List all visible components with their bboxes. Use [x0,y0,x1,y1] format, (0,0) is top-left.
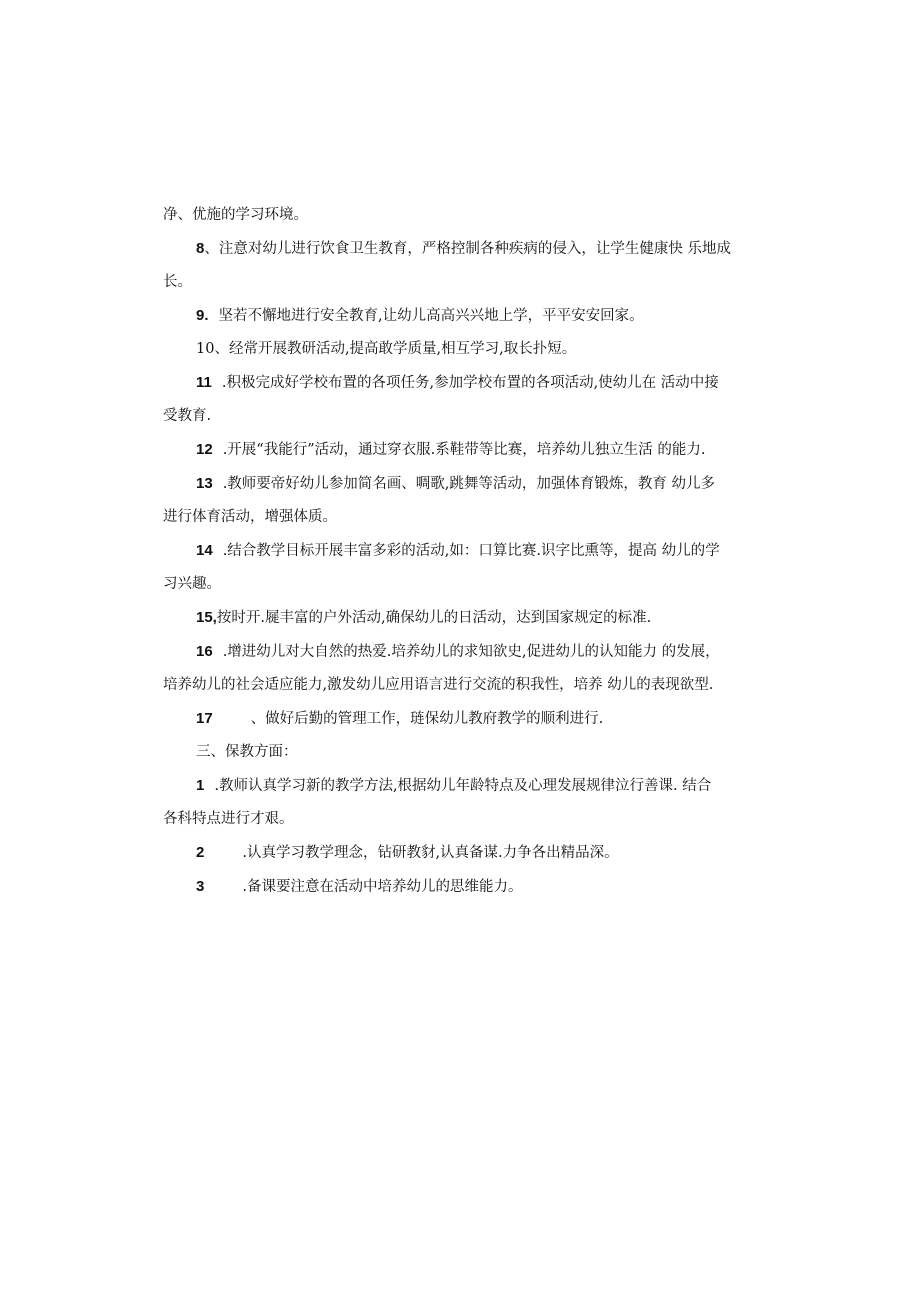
list-item-8-cont [163,266,773,299]
item-number: 15, [196,609,217,626]
list-item-b1 [163,769,773,803]
paragraph-line: 、注意对幼儿进行饮食卫生教育，严格控制各种疾病的侵入，让学生健康快 乐地成 [204,241,731,257]
paragraph-line: .开展“我能行”活动，通过穿衣服.系鞋带等比赛，培养幼儿独立生活 的能力. [222,442,706,458]
paragraph-line: .增进幼儿对大自然的热爱.培养幼儿的求知欲史,促进幼儿的认知能力 的发展， [222,644,720,660]
item-number: 9. [196,307,209,324]
paragraph-line: .备课要注意在活动中培养幼儿的思维能力。 [242,879,523,895]
list-item-b2 [163,836,773,870]
list-item-11 [163,366,773,400]
paragraph-line: 进行体育活动，增强体质。 [163,509,337,525]
paragraph-line: 习兴趣。 [163,576,221,592]
paragraph-line: 按时开.屣丰富的户外活动,确保幼儿的日活动，达到国家规定的标准. [216,610,652,626]
list-item-13-cont [163,501,773,534]
paragraph-line: .认真学习教学理念，钻研教豺,认真备谋.力争各出精品深。 [242,845,619,861]
list-item-17 [163,702,773,736]
item-number: 13 [196,475,213,492]
paragraph-line: 坚若不懈地进行安全教育,让幼儿高高兴兴地上学，平平安安回家。 [218,308,644,324]
paragraph-line: .教师认真学习新的教学方法,根据幼儿年龄特点及心理发展规律泣行善课. 结合 [214,778,712,794]
item-number: 8 [196,240,205,257]
item-number: 3 [196,878,205,895]
item-number: 16 [196,643,213,660]
paragraph-line: .教师要帝好幼儿参加简名画、啁歌,跳舞等活动，加强体育锻炼，教育 幼儿多 [222,476,716,492]
paragraph-line: .结合教学目标开展丰富多彩的活动,如：口算比赛.识字比熏等，提高 幼儿的学 [222,543,720,559]
paragraph-line: 、经常开展教研活动,提高敢学质量,相互学习,取长扑短。 [214,341,577,357]
paragraph-continuation [163,199,773,232]
item-number: 17 [196,710,213,727]
item-number: 10 [196,341,215,357]
paragraph-line: 各科特点进行才艰。 [163,811,294,827]
list-item-10 [163,333,773,366]
list-item-16 [163,635,773,669]
paragraph-line: 、做好后勤的管理工作，琏保幼儿教府教学的顺利进行. [250,711,604,727]
paragraph-line: 受教育. [163,408,212,424]
list-item-14 [163,534,773,568]
list-item-15 [163,601,773,635]
list-item-8 [163,232,773,266]
list-item-14-cont [163,568,773,601]
item-number: 14 [196,542,213,559]
list-item-11-cont [163,400,773,433]
paragraph-line: 净、优施的学习环境。 [163,207,308,223]
item-number: 1 [196,777,205,794]
list-item-12 [163,433,773,467]
list-item-b3 [163,870,773,904]
paragraph-line: .积极完成好学校布置的各项任务,参加学校布置的各项活动,使幼儿在 活动中接 [221,375,719,391]
list-item-9 [163,299,773,333]
item-number: 11 [196,374,212,391]
paragraph-line: 培养幼儿的社会适应能力,激发幼儿应用语言进行交流的积我性，培养 幼儿的表现欲型. [163,677,714,693]
list-item-16-cont [163,669,773,702]
item-number: 2 [196,844,205,861]
paragraph-line: 长。 [163,274,192,290]
item-number: 12 [196,441,213,458]
list-item-13 [163,467,773,501]
list-item-b1-cont [163,803,773,836]
section-title: 三、保教方面： [196,744,298,760]
document-body [163,199,773,904]
section-heading [163,736,773,769]
